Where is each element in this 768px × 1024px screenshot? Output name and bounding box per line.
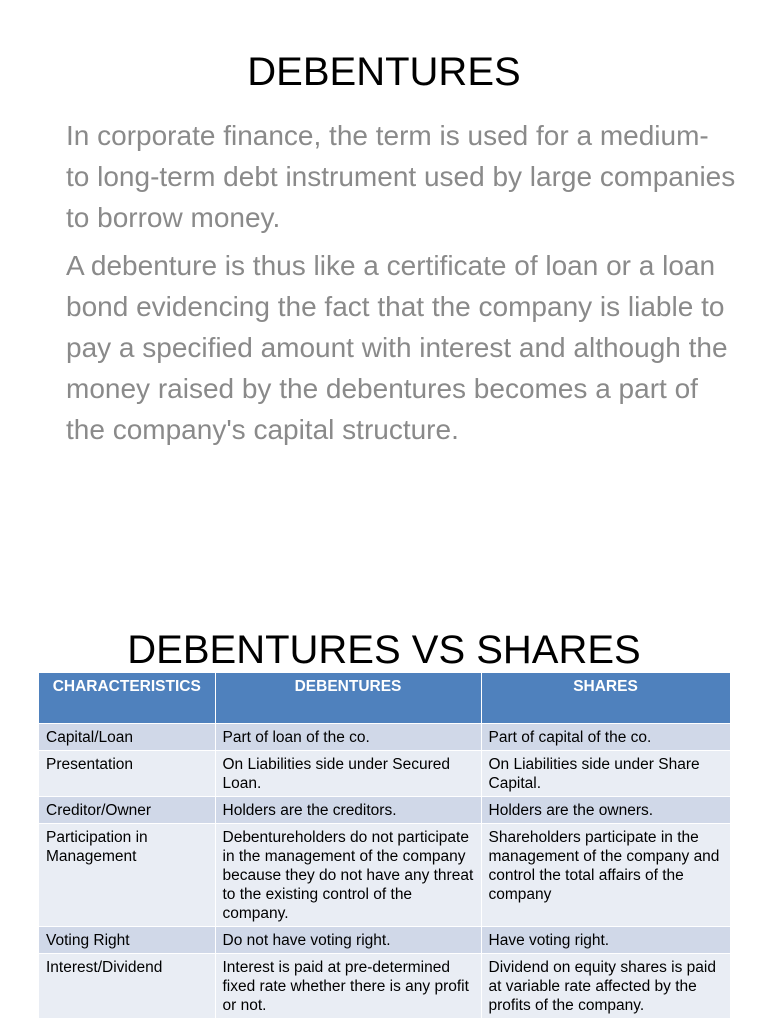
slide-title: DEBENTURES VS SHARES [127,628,641,672]
table-cell: Interest is paid at pre-determined fixed rate whether there is any profit or not. [215,954,481,1019]
table-cell: Have voting right. [481,927,730,954]
table-row [39,954,730,1019]
slide-debentures-vs-shares [0,600,768,1024]
table-row [39,927,730,954]
slide-title: DEBENTURES [247,50,521,94]
table-cell: Part of loan of the co. [215,724,481,751]
slide-body [66,115,736,457]
table-cell: Part of capital of the co. [481,724,730,751]
header-characteristics: CHARACTERISTICS [39,673,215,724]
table-cell: Holders are the owners. [481,797,730,824]
table-cell: Voting Right [39,927,215,954]
table-row [39,724,730,751]
table-cell: Dividend on equity shares is paid at variable rate affected by the profits of the company. [481,954,730,1019]
table-header-row [39,673,730,724]
table-cell: Do not have voting right. [215,927,481,954]
table-row [39,797,730,824]
table-cell: Holders are the creditors. [215,797,481,824]
table-cell: Creditor/Owner [39,797,215,824]
table-cell: On Liabilities side under Secured Loan. [215,751,481,797]
table-cell: Presentation [39,751,215,797]
table-cell: Interest/Dividend [39,954,215,1019]
header-debentures: DEBENTURES [215,673,481,724]
header-shares: SHARES [481,673,730,724]
table-row [39,751,730,797]
table-row [39,824,730,927]
comparison-table [39,673,731,1018]
table-cell: Shareholders participate in the management of the company and control the total affairs of the company [481,824,730,927]
table-cell: Debentureholders do not participate in the management of the company because they do not have any threat to the existing control of the company. [215,824,481,927]
table-cell: Capital/Loan [39,724,215,751]
paragraph-definition: In corporate finance, the term is used for a medium- to long-term debt instrument used by large companies to borrow money. [66,120,736,233]
table-cell: On Liabilities side under Share Capital. [481,751,730,797]
paragraph-explanation: A debenture is thus like a certificate of loan or a loan bond evidencing the fact that the company is liable to pay a specified amount with interest and although the money raised by the debentures becomes a part of the company's capital structure. [66,250,728,445]
table-cell: Participation in Management [39,824,215,927]
